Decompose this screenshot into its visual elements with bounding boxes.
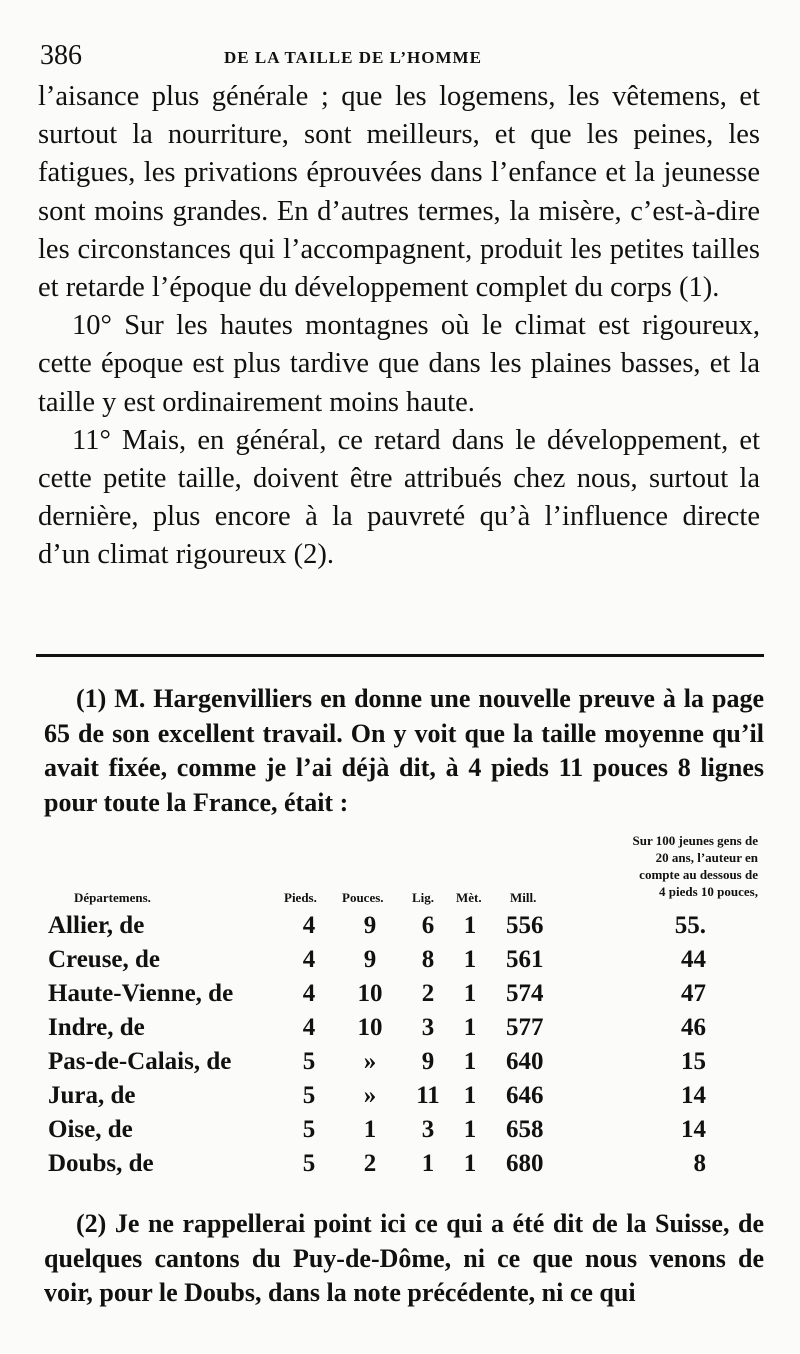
cell-lignes: 11 xyxy=(416,1082,440,1109)
paragraph-1: l’aisance plus générale ; que les logemens, les vêtemens, et surtout la nourriture, sont meilleurs, et que les peines, les fatigues, les privations éprouvées dans l’enfance et la jeunesse sont moins grandes. En d’autres termes, la misère, c’est-à-dire les circonstances qui l’accompagnent, produit les petites tailles et retarde l’époque du développement complet du corps (1). xyxy=(38,81,760,304)
cell-mill: 680 xyxy=(506,1150,544,1177)
cell-pieds: 5 xyxy=(302,1116,316,1143)
paragraph-3: 11° Mais, en général, ce retard dans le développement, et cette petite taille, doivent être attribués chez nous, surtout la dernière, plus encore à la pauvreté qu’à l’influence directe d’un climat rigoureux (2). xyxy=(38,424,760,571)
cell-metres: 1 xyxy=(463,1048,477,1075)
cell-mill: 577 xyxy=(506,1014,544,1041)
table-row xyxy=(44,1014,764,1048)
table-row xyxy=(44,912,764,946)
count-note-line-3: compte au dessous de xyxy=(639,867,758,882)
cell-count: 14 xyxy=(681,1082,706,1109)
table-row xyxy=(44,1150,764,1184)
page-number: 386 xyxy=(40,40,82,71)
cell-count: 55. xyxy=(674,912,706,939)
page-header xyxy=(34,40,762,76)
header-mill: Mill. xyxy=(510,890,537,905)
footnote-2-text: (2) Je ne rappellerai point ici ce qui a été dit de la Suisse, de quelques cantons du Puy-de-Dôme, ni ce que nous venons de voir, pour le Doubs, dans la note précédente, ni ce qui xyxy=(44,1209,764,1307)
footnote-1 xyxy=(44,682,764,820)
cell-mill: 574 xyxy=(506,980,544,1007)
cell-pouces: » xyxy=(363,1048,377,1075)
count-note-line-1: Sur 100 jeunes gens de xyxy=(632,833,758,848)
cell-metres: 1 xyxy=(463,1014,477,1041)
cell-lignes: 3 xyxy=(421,1116,435,1143)
count-note-line-2: 20 ans, l’auteur en xyxy=(655,850,758,865)
footnote-rule xyxy=(36,654,764,657)
header-lignes: Lig. xyxy=(412,890,435,905)
cell-mill: 561 xyxy=(506,946,544,973)
stature-table xyxy=(44,832,764,1202)
cell-lignes: 8 xyxy=(421,946,435,973)
count-note-line-4: 4 pieds 10 pouces, xyxy=(659,884,758,899)
cell-departement: Creuse, de xyxy=(48,946,161,973)
cell-metres: 1 xyxy=(463,1082,477,1109)
cell-mill: 640 xyxy=(506,1048,544,1075)
cell-pieds: 4 xyxy=(302,1014,316,1041)
cell-metres: 1 xyxy=(463,912,477,939)
cell-mill: 646 xyxy=(506,1082,544,1109)
table-row xyxy=(44,946,764,980)
cell-metres: 1 xyxy=(463,980,477,1007)
running-title: DE LA TAILLE DE L’HOMME xyxy=(224,48,482,67)
cell-lignes: 9 xyxy=(421,1048,435,1075)
cell-count: 8 xyxy=(693,1150,706,1177)
cell-pouces: 2 xyxy=(363,1150,377,1177)
cell-pieds: 4 xyxy=(302,980,316,1007)
cell-count: 46 xyxy=(681,1014,706,1041)
body-text xyxy=(38,78,760,575)
cell-metres: 1 xyxy=(463,1116,477,1143)
cell-pouces: » xyxy=(363,1082,377,1109)
header-count-note xyxy=(590,832,758,900)
table-row xyxy=(44,980,764,1014)
cell-pieds: 5 xyxy=(302,1082,316,1109)
cell-count: 14 xyxy=(681,1116,706,1143)
header-metres: Mèt. xyxy=(456,890,482,905)
cell-departement: Allier, de xyxy=(48,912,145,939)
footnote-1-text: (1) M. Hargenvilliers en donne une nouvelle preuve à la page 65 de son excellent travail. On y voit que la taille moyenne qu’il avait fixée, comme je l’ai déjà dit, à 4 pieds 11 pouces 8 lignes pour toute la France, était : xyxy=(44,684,764,817)
cell-metres: 1 xyxy=(463,946,477,973)
table-row xyxy=(44,1116,764,1150)
cell-count: 44 xyxy=(681,946,706,973)
cell-lignes: 1 xyxy=(421,1150,435,1177)
cell-pieds: 5 xyxy=(302,1048,316,1075)
cell-departement: Indre, de xyxy=(48,1014,145,1041)
cell-lignes: 2 xyxy=(421,980,435,1007)
paragraph-2: 10° Sur les hautes montagnes où le climat est rigoureux, cette époque est plus tardive que dans les plaines basses, et la taille y est ordinairement moins haute. xyxy=(38,310,760,418)
footnote-2 xyxy=(44,1207,764,1311)
cell-mill: 658 xyxy=(506,1116,544,1143)
table-row xyxy=(44,1048,764,1082)
cell-pouces: 10 xyxy=(357,1014,383,1041)
header-pouces: Pouces. xyxy=(342,890,384,905)
cell-departement: Doubs, de xyxy=(48,1150,154,1177)
cell-departement: Pas-de-Calais, de xyxy=(48,1048,232,1075)
cell-lignes: 3 xyxy=(421,1014,435,1041)
cell-pouces: 9 xyxy=(363,912,377,939)
cell-pouces: 9 xyxy=(363,946,377,973)
cell-pieds: 4 xyxy=(302,946,316,973)
cell-departement: Haute-Vienne, de xyxy=(48,980,234,1007)
cell-count: 47 xyxy=(681,980,706,1007)
cell-pouces: 1 xyxy=(363,1116,377,1143)
header-pieds: Pieds. xyxy=(284,890,317,905)
cell-departement: Oise, de xyxy=(48,1116,133,1143)
cell-pouces: 10 xyxy=(357,980,383,1007)
cell-count: 15 xyxy=(681,1048,706,1075)
table-row xyxy=(44,1082,764,1116)
cell-pieds: 4 xyxy=(302,912,316,939)
header-departement: Départemens. xyxy=(74,890,151,905)
cell-departement: Jura, de xyxy=(48,1082,136,1109)
cell-mill: 556 xyxy=(506,912,544,939)
cell-pieds: 5 xyxy=(302,1150,316,1177)
cell-metres: 1 xyxy=(463,1150,477,1177)
cell-lignes: 6 xyxy=(421,912,435,939)
